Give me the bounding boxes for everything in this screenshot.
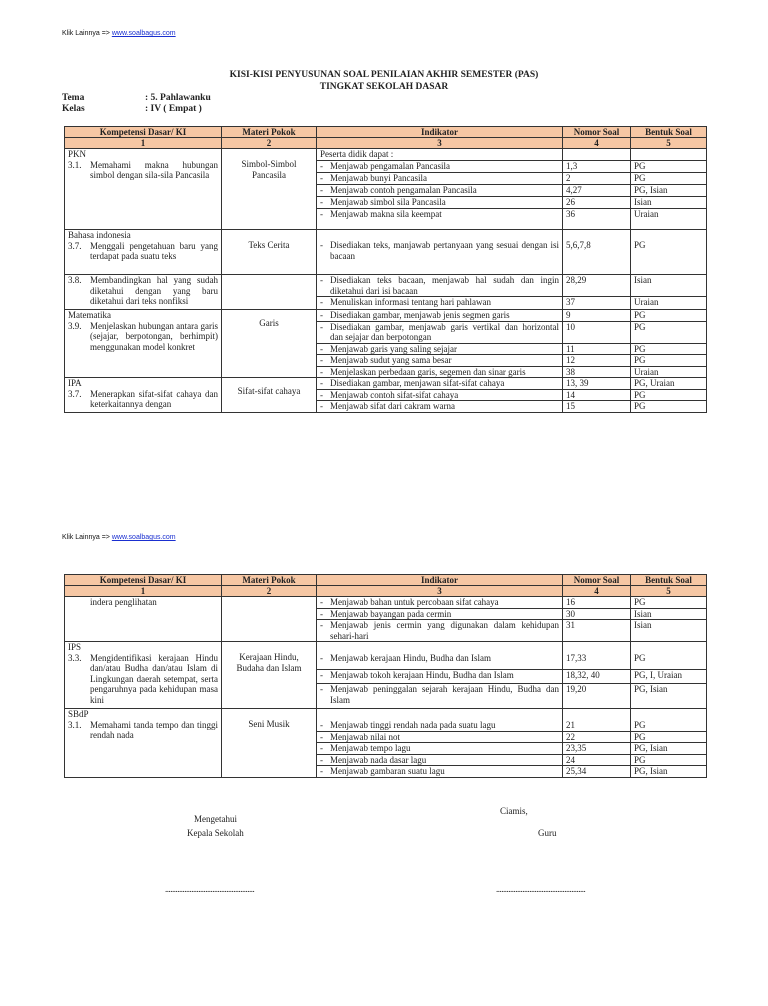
kd-cell: indera penglihatan [65,597,222,642]
ind-cell [317,297,563,310]
bs-cell: PG [631,173,707,185]
dash: - [320,731,323,742]
ind-text: Disediakan gambar, menjawab jenis segmen garis [330,310,510,320]
ind-cell [317,321,563,343]
dash: - [320,743,323,753]
subject-label: Bahasa indonesia [68,230,131,240]
ind-intro: Peserta didik dapat : [317,149,563,161]
ind-text: Disediakan teks bacaan, menjawab hal sudah dan ingin diketahui dari isi bacaan [330,275,559,296]
dash: - [320,275,323,285]
kelas-label: Kelas [62,104,85,114]
ns-cell: 31 [563,620,631,642]
kd-text: Menjelaskan hubungan antara garis (sejajar, berpotongan, berhimpit) menggunakan model konkret [90,320,218,352]
ind-cell [317,230,563,275]
ns-cell: 10 [563,321,631,343]
ns-cell: 4,27 [563,185,631,197]
ind-text: Menjawab peninggalan sejarah kerajaan Hindu, Budha dan Islam [330,684,559,705]
table-row [65,310,707,322]
table-row [65,642,707,670]
ind-cell [317,173,563,185]
ind-cell [317,754,563,766]
ind-cell [317,185,563,197]
ind-text: Menjelaskan perbedaan garis, segemen dan sinar garis [330,366,526,377]
ind-cell [317,743,563,755]
kd-text: Menerapkan sifat-sifat cahaya dan keterkaitannya dengan [90,388,218,409]
subject-label: IPA [68,378,82,388]
ind-text: Disediakan teks, manjawab pertanyaan yang sesuai dengan isi bacaan [330,240,559,261]
link-prefix: Klik Lainnya => [62,534,110,541]
header-num-mp: 2 [222,138,317,149]
ind-cell [317,378,563,390]
ind-text: Menjawab sudut yang sama besar [330,355,452,365]
bs-cell: PG [631,355,707,367]
dash: - [320,185,323,195]
ind-text: Menjawab contoh sifat-sifat cahaya [330,389,459,400]
ns-cell: 1,3 [563,161,631,173]
ind-text: Menjawab gambaran suatu lagu [330,766,445,776]
dash: - [320,766,323,776]
mp-text: Kerajaan Hindu, Budaha dan Islam [236,652,302,673]
dash: - [320,297,323,307]
ind-text: Menjawab makna sila keempat [330,209,442,219]
kelas-row [62,104,202,114]
kd-text: Mengidentifikasi kerajaan Hindu dan/atau Budha dan/atau Islam di Lingkungan daerah setempat, serta pengaruhnya pada kehidupan masa kini [90,652,218,705]
bs-cell: PG, Isian [631,743,707,755]
bs-cell: Isian [631,275,707,297]
header-num-row [65,586,707,597]
header-bs: Bentuk Soal [631,575,707,586]
doc-subtitle: TINGKAT SEKOLAH DASAR [319,82,449,92]
bs-cell: Uraian [631,297,707,310]
ns-cell: 26 [563,197,631,209]
kepala-sekolah-label: Kepala Sekolah [187,828,244,838]
ns-cell: 23,35 [563,743,631,755]
ind-cell [317,597,563,609]
tema-label: Tema [62,93,85,103]
header-ind: Indikator [317,127,563,138]
bs-cell: PG [631,389,707,401]
kd-cell [65,709,222,778]
ns-cell: 38 [563,366,631,378]
dash: - [320,366,323,377]
ind-text: Menjawab nada dasar lagu [330,754,427,765]
ind-text: Menjawab simbol sila Pancasila [330,197,446,207]
ns-cell: 16 [563,597,631,609]
ind-cell [317,275,563,297]
bs-cell: PG, Isian [631,185,707,197]
ns-cell: 30 [563,608,631,620]
ns-cell: 18,32, 40 [563,669,631,683]
ind-text: Menjawab nilai not [330,731,400,742]
kd-cell [65,149,222,230]
ns-cell: 37 [563,297,631,310]
ind-cell [317,608,563,620]
header-num-mp: 2 [222,586,317,597]
dash: - [320,343,323,354]
tema-value: : 5. Pahlawanku [145,93,211,103]
mp-text: Sifat-sifat cahaya [237,386,301,396]
bs-cell: Uraian [631,366,707,378]
ind-text: Menjawab bunyi Pancasila [330,173,427,183]
bs-cell: PG [631,310,707,322]
ind-cell [317,401,563,413]
kd-cell [65,230,222,275]
ind-text: Menuliskan informasi tentang hari pahlawan [330,297,491,307]
mp-text: Simbol-Simbol Pancasila [241,159,297,180]
bs-cell: PG [631,709,707,732]
dash: - [320,754,323,765]
mp-cell [222,378,317,413]
ind-cell [317,766,563,778]
bs-cell [631,230,707,275]
kd-number: 3.7. [68,388,82,399]
ns-cell: 11 [563,343,631,355]
ns-cell: 28,29 [563,275,631,297]
dash: - [320,197,323,207]
kd-text: Memahami tanda tempo dan tinggi rendah nada [90,719,218,740]
dash: - [320,653,323,663]
tema-row [62,93,211,103]
bs-cell: Isian [631,620,707,642]
table-row [65,709,707,732]
header-num-bs: 5 [631,586,707,597]
bs-cell: PG [631,642,707,670]
kd-number: 3.8. [68,275,82,285]
ind-cell [317,642,563,670]
bs-cell: PG [631,401,707,413]
kd-number: 3.1. [68,719,82,730]
ns-cell: 21 [563,709,631,732]
ind-text: Menjawab jenis cermin yang digunakan dalam kehidupan sehari-hari [330,620,559,641]
header-ns: Nomor Soal [563,575,631,586]
ind-cell [317,197,563,209]
kd-number: 3.9. [68,320,82,331]
ind-cell [317,209,563,230]
ns-cell: 24 [563,754,631,766]
ind-cell [317,389,563,401]
dash: - [320,669,323,680]
bs-cell: PG, Isian [631,766,707,778]
source-link-line [62,534,176,541]
header-bs: Bentuk Soal [631,127,707,138]
ns-cell [563,230,631,275]
ns-cell: 25,34 [563,766,631,778]
ns-cell: 36 [563,209,631,230]
header-row [65,127,707,138]
mp-text: Teks Cerita [248,240,290,250]
mp-cell [222,642,317,709]
header-row [65,575,707,586]
dash: - [320,161,323,171]
subject-label: PKN [68,149,87,159]
ind-cell [317,669,563,683]
header-mp: Materi Pokok [222,575,317,586]
dash: - [320,310,323,320]
ind-text: Menjawab bahan untuk percobaan sifat cahaya [330,597,499,607]
dash: - [320,355,323,365]
dash: - [320,720,323,730]
kd-number: 3.7. [68,240,82,251]
header-num-kd: 1 [65,586,222,597]
dash: - [320,620,323,630]
ind-text: Disediakan gambar, menjawab garis vertikal dan horizontal dan sejajar dan berpotongan [330,321,559,342]
ind-text: Menjawab tempo lagu [330,743,411,753]
mp-cell [222,275,317,310]
kd-cell [65,310,222,378]
subject-label: Matematika [68,310,111,320]
header-ns: Nomor Soal [563,127,631,138]
kd-text: Membandingkan hal yang sudah diketahui dengan yang baru diketahui dari teks nonfiksi [90,275,218,306]
ind-cell [317,731,563,743]
bs-cell: Isian [631,608,707,620]
ns-text: 5,6,7,8 [566,240,591,250]
mengetahui-label: Mengetahui [194,814,237,824]
dash: - [320,378,323,388]
source-link[interactable]: www.soalbagus.com [111,534,176,541]
header-num-row [65,138,707,149]
dash: - [320,389,323,400]
ns-cell: 17,33 [563,642,631,670]
dash: - [320,597,323,607]
bs-cell: Isian [631,197,707,209]
ind-cell [317,343,563,355]
kisi-table-1 [64,126,707,413]
header-num-ind: 3 [317,138,563,149]
dash: - [320,209,323,219]
table-row [65,149,707,161]
dash: - [320,608,323,619]
kelas-value: : IV ( Empat ) [145,104,202,114]
dash: - [320,173,323,183]
ind-cell [317,620,563,642]
header-num-bs: 5 [631,138,707,149]
table-row [65,230,707,275]
bs-cell: PG [631,343,707,355]
subject-label: IPS [68,642,82,652]
ind-text: Menjawab sifat dari cakram warna [330,401,455,411]
mp-text: Seni Musik [248,719,290,729]
source-link-line [62,30,176,37]
bs-text: PG [634,240,646,250]
ind-cell [317,161,563,173]
bs-cell: PG, Uraian [631,378,707,390]
bs-cell: PG [631,597,707,609]
header-kd: Kompetensi Dasar/ KI [65,575,222,586]
ns-cell: 12 [563,355,631,367]
bs-cell: PG [631,731,707,743]
bs-cell: Uraian [631,209,707,230]
signature-line-left: ................................................... [165,884,255,894]
ns-cell: 14 [563,389,631,401]
bs-cell: PG [631,321,707,343]
place-date: Ciamis, [500,806,528,816]
dash: - [320,240,323,250]
kd-text: Memahami makna hubungan simbol dengan sila-sila Pancasila [90,159,218,180]
ind-text: Menjawab garis yang saling sejajar [330,343,457,354]
ind-text: Menjawab pengamalan Pancasila [330,161,450,171]
header-num-ind: 3 [317,586,563,597]
mp-cell [222,709,317,778]
ns-cell: 15 [563,401,631,413]
mp-cell [222,230,317,275]
header-mp: Materi Pokok [222,127,317,138]
kd-cell [65,275,222,310]
bs-cell: PG, Isian [631,684,707,709]
ind-cell [317,366,563,378]
header-ind: Indikator [317,575,563,586]
ns-cell: 19,20 [563,684,631,709]
subject-label: SBdP [68,709,89,719]
link-prefix: Klik Lainnya => [62,30,110,37]
source-link[interactable]: www.soalbagus.com [111,30,176,37]
header-num-ns: 4 [563,138,631,149]
guru-label: Guru [538,828,557,838]
ns-cell: 2 [563,173,631,185]
mp-cell [222,310,317,378]
dash: - [320,401,323,411]
mp-cell [222,149,317,230]
ns-cell: 13, 39 [563,378,631,390]
kd-cell [65,378,222,413]
kd-number: 3.1. [68,159,82,170]
ind-text: Disediakan gambar, menjawan sifat-sifat cahaya [330,378,505,388]
ns-cell [563,149,631,161]
mp-cell [222,597,317,642]
mp-text: Garis [259,318,279,328]
header-num-ns: 4 [563,586,631,597]
bs-cell: PG [631,754,707,766]
ind-text: Menjawab contoh pengamalan Pancasila [330,185,477,195]
signature-line-right: ................................................... [496,884,586,894]
ind-text: Menjawab bayangan pada cermin [330,608,452,619]
kd-text: Menggali pengetahuan baru yang terdapat pada suatu teks [90,240,218,261]
ind-cell [317,355,563,367]
ind-text: Menjawab tokoh kerajaan Hindu, Budha dan Islam [330,669,514,680]
table-row [65,378,707,390]
ns-cell: 22 [563,731,631,743]
doc-title: KISI-KISI PENYUSUNAN SOAL PENILAIAN AKHIR SEMESTER (PAS) [229,70,539,80]
bs-cell: PG, I, Uraian [631,669,707,683]
ind-cell [317,684,563,709]
kisi-table-2 [64,574,707,778]
dash: - [320,684,323,694]
bs-cell: PG [631,161,707,173]
kd-number: 3.3. [68,652,82,663]
ind-text: Menjawab tinggi rendah nada pada suatu lagu [330,720,496,730]
ind-cell [317,709,563,732]
dash: - [320,321,323,332]
header-kd: Kompetensi Dasar/ KI [65,127,222,138]
table-row [65,597,707,609]
table-row [65,275,707,297]
ind-cell [317,310,563,322]
ind-text: Menjawab kerajaan Hindu, Budha dan Islam [330,653,491,663]
kd-cell [65,642,222,709]
header-num-kd: 1 [65,138,222,149]
ns-cell: 9 [563,310,631,322]
bs-cell [631,149,707,161]
